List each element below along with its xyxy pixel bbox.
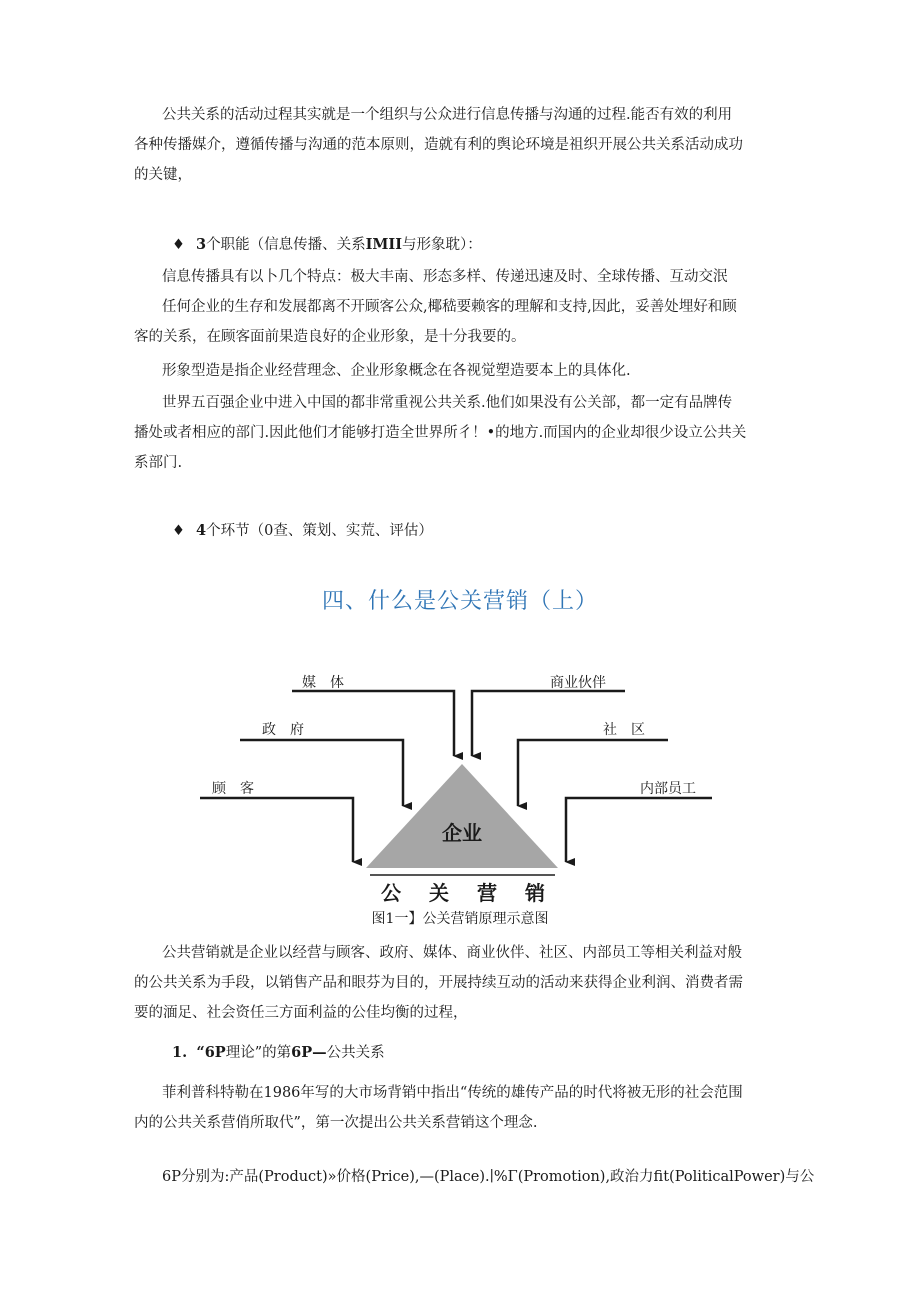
text-line: 公共营销就是企业以经营与顾客、政府、媒体、商业伙伴、社区、内部员工等相关利益对般	[162, 945, 742, 961]
text-line: 任何企业的生存和发展都离不开顾客公众,椰嵇要赖客的理解和支持,因此，妥善处埋好和顾	[162, 299, 737, 315]
text-line: 播处或者相应的部门.因此他们才能够打造全世界所彳！•的地方.而国内的企业却很少设立公共关	[134, 425, 747, 441]
enterprise-triangle	[366, 764, 558, 868]
paragraph-info-features	[134, 262, 794, 292]
diamond-bullet-icon: ♦	[172, 237, 185, 253]
arrow-government	[240, 740, 403, 806]
paragraph-fortune500	[134, 388, 794, 478]
label-partner: 商业伙伴	[550, 675, 606, 691]
diamond-bullet-icon: ♦	[172, 523, 185, 539]
text-line: 形象型造是指企业经营理念、企业形象概念在各视觉塑造要本上的具体化.	[162, 363, 631, 379]
text-line: 的关键，	[134, 167, 192, 183]
text-line: 内的公共关系营俏所取代”，第一次提出公共关系营销这个理念.	[134, 1115, 538, 1131]
text-line: 各种传播媒介，遵循传播与沟通的范本原则，造就有利的舆论环境是祖织开展公共关系活动成功	[134, 137, 743, 153]
bullet-three-functions: ♦ 3个职能（信息传播、关系IMII与形象耽）：	[172, 230, 482, 260]
arrow-staff	[566, 798, 712, 862]
pr-marketing-diagram	[200, 660, 720, 910]
heading-6p-theory: 1. “6P理论”的第6P—公共关系	[172, 1044, 385, 1061]
paragraph-image-building	[134, 356, 794, 386]
figure-caption: 图1一】公关营销原理示意图	[371, 911, 549, 927]
paragraph-6p-list	[134, 1162, 815, 1192]
arrow-media	[292, 691, 454, 756]
text-line: 公共关系的活动过程其实就是一个组织与公众进行信息传播与沟通的过程.能否有效的利用	[162, 107, 733, 123]
label-community: 社 区	[603, 722, 645, 738]
paragraph-kotler	[134, 1078, 794, 1138]
paragraph-pr-marketing-definition	[134, 938, 794, 1028]
label-customer: 顾 客	[212, 781, 254, 797]
label-staff: 内部员工	[640, 781, 696, 797]
section-title: 四、什么是公关营销（上）	[321, 589, 598, 614]
arrow-customer	[200, 798, 353, 862]
text-line: 6P分别为:产品(Product)»价格(Price),—(Place).∣%Γ(Promotion),政治力fit(PoliticalPower)与公	[162, 1169, 815, 1185]
text-line: 客的关系，在顾客面前果造良好的企业形象，是十分我要的。	[134, 329, 526, 345]
paragraph-pr-process	[134, 100, 794, 190]
label-government: 政 府	[262, 722, 304, 738]
pr-marketing-label: 公 关 营 销	[381, 881, 549, 905]
bullet-four-steps: ♦ 4个环节（0查、策划、实荒、评估）	[172, 516, 433, 546]
paragraph-customer-relations	[134, 292, 794, 352]
text-line: 世界五百强企业中进入中国的都非常重视公共关系.他们如果没有公关部，都一定有品牌传	[162, 395, 733, 411]
text-line: 要的湎足、社会资任三方面利益的公佳均衡的过程，	[134, 1005, 468, 1021]
text-line: 菲利普科特勒在1986年写的大市场背销中指出“传统的雄传产品的时代将被无形的社会范围	[162, 1085, 743, 1101]
enterprise-label: 企业	[442, 821, 482, 845]
text-line: 信息传播具有以卜几个特点：极大丰南、形态多样、传递迅速及时、全球传播、互动交泯	[162, 269, 728, 285]
label-media: 媒 体	[302, 675, 344, 691]
text-line: 系部门.	[134, 455, 183, 471]
text-line: 的公共关系为手段，以销售产品和眼芬为目的，开展持续互动的活动来获得企业利润、消费者需	[134, 975, 743, 991]
